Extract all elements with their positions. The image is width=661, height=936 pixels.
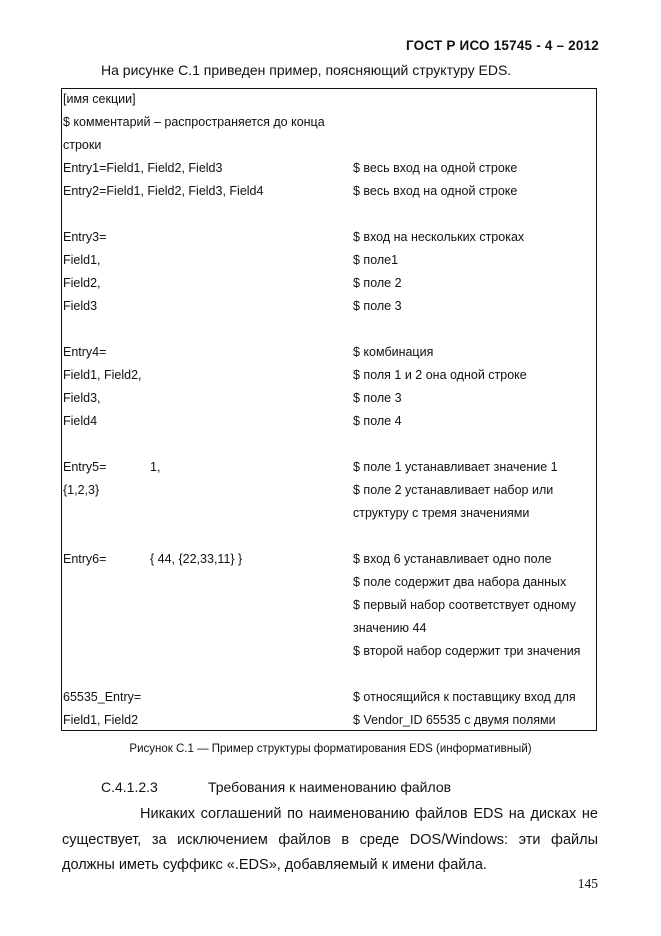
figure-row-right-text: $ Vendor_ID 65535 с двумя полями: [353, 713, 556, 727]
figure-row-right-text: $ относящийся к поставщику вход для: [353, 690, 576, 704]
figure-row-left-text: Entry3=: [63, 230, 107, 244]
figure-row-right-text: $ комбинация: [353, 345, 434, 359]
figure-row-left-text: Field4: [63, 414, 98, 428]
figure-row-right-text: $ весь вход на одной строке: [353, 161, 518, 175]
figure-row-left-text: Field1,: [63, 253, 101, 267]
figure-row-left-text: Field1, Field2: [63, 713, 139, 727]
figure-row-left-text: строки: [63, 138, 102, 152]
figure-row-left-text: Field3: [63, 299, 98, 313]
figure-row-right-text: $ поле 3: [353, 299, 402, 313]
figure-row-right-text: $ поле содержит два набора данных: [353, 575, 567, 589]
figure-row-right-text: $ поля 1 и 2 она одной строке: [353, 368, 527, 382]
figure-row-left-text: {1,2,3}: [63, 483, 100, 497]
figure-row-right-text: $ поле 1 устанавливает значение 1: [353, 460, 558, 474]
section-title: Требования к наименованию файлов: [208, 779, 452, 795]
figure-row-mid-text: 1,: [150, 460, 161, 474]
figure-row-mid-text: { 44, {22,33,11} }: [150, 552, 243, 566]
figure-row-left-text: Field1, Field2,: [63, 368, 142, 382]
figure-row-left-text: Entry2=Field1, Field2, Field3, Field4: [63, 184, 264, 198]
figure-row-left-text: Entry5=: [63, 460, 107, 474]
paragraph-line-1: Никаких соглашений по наименованию файлов EDS на дисках не: [140, 806, 598, 822]
figure-row-right-text: $ поле 2: [353, 276, 402, 290]
figure-row-left-text: 65535_Entry=: [63, 690, 142, 704]
standard-header: ГОСТ Р ИСО 15745 - 4 – 2012: [406, 38, 599, 53]
figure-row-right-text: значению 44: [353, 621, 427, 635]
figure-row-left-text: $ комментарий – распространяется до конца: [63, 115, 325, 129]
figure-row-left-text: Field3,: [63, 391, 101, 405]
section-number: С.4.1.2.3: [101, 779, 158, 795]
paragraph-line-3: должны иметь суффикс «.EDS», добавляемый к имени файла.: [62, 857, 487, 873]
figure-row-right-text: $ весь вход на одной строке: [353, 184, 518, 198]
figure-row-left-text: [имя секции]: [63, 92, 136, 106]
page-number: 145: [577, 876, 598, 891]
figure-row-right-text: $ поле 4: [353, 414, 402, 428]
section-heading: [101, 779, 451, 795]
figure-row-left-text: Entry6=: [63, 552, 107, 566]
figure-row-right-text: $ поле 2 устанавливает набор или: [353, 483, 554, 497]
figure-row-left-text: Field2,: [63, 276, 101, 290]
figure-row-right-text: $ поле1: [353, 253, 399, 267]
intro-sentence: На рисунке С.1 приведен пример, поясняющий структуру EDS.: [101, 62, 512, 78]
figure-row-left-text: Entry1=Field1, Field2, Field3: [63, 161, 223, 175]
figure-row-right-text: $ поле 3: [353, 391, 402, 405]
figure-row-right-text: $ вход на нескольких строках: [353, 230, 525, 244]
figure-row-right-text: структуру с тремя значениями: [353, 506, 530, 520]
figure-row-right-text: $ вход 6 устанавливает одно поле: [353, 552, 552, 566]
figure-row-right-text: $ первый набор соответствует одному: [353, 598, 576, 612]
figure-row-right-text: $ второй набор содержит три значения: [353, 644, 581, 658]
eds-example-figure: [61, 88, 597, 731]
paragraph-line-2: существует, за исключением файлов в среде DOS/Windows: эти файлы: [62, 832, 598, 848]
figure-row-left-text: Entry4=: [63, 345, 107, 359]
figure-caption: Рисунок С.1 — Пример структуры форматирования EDS (информативный): [129, 743, 532, 755]
